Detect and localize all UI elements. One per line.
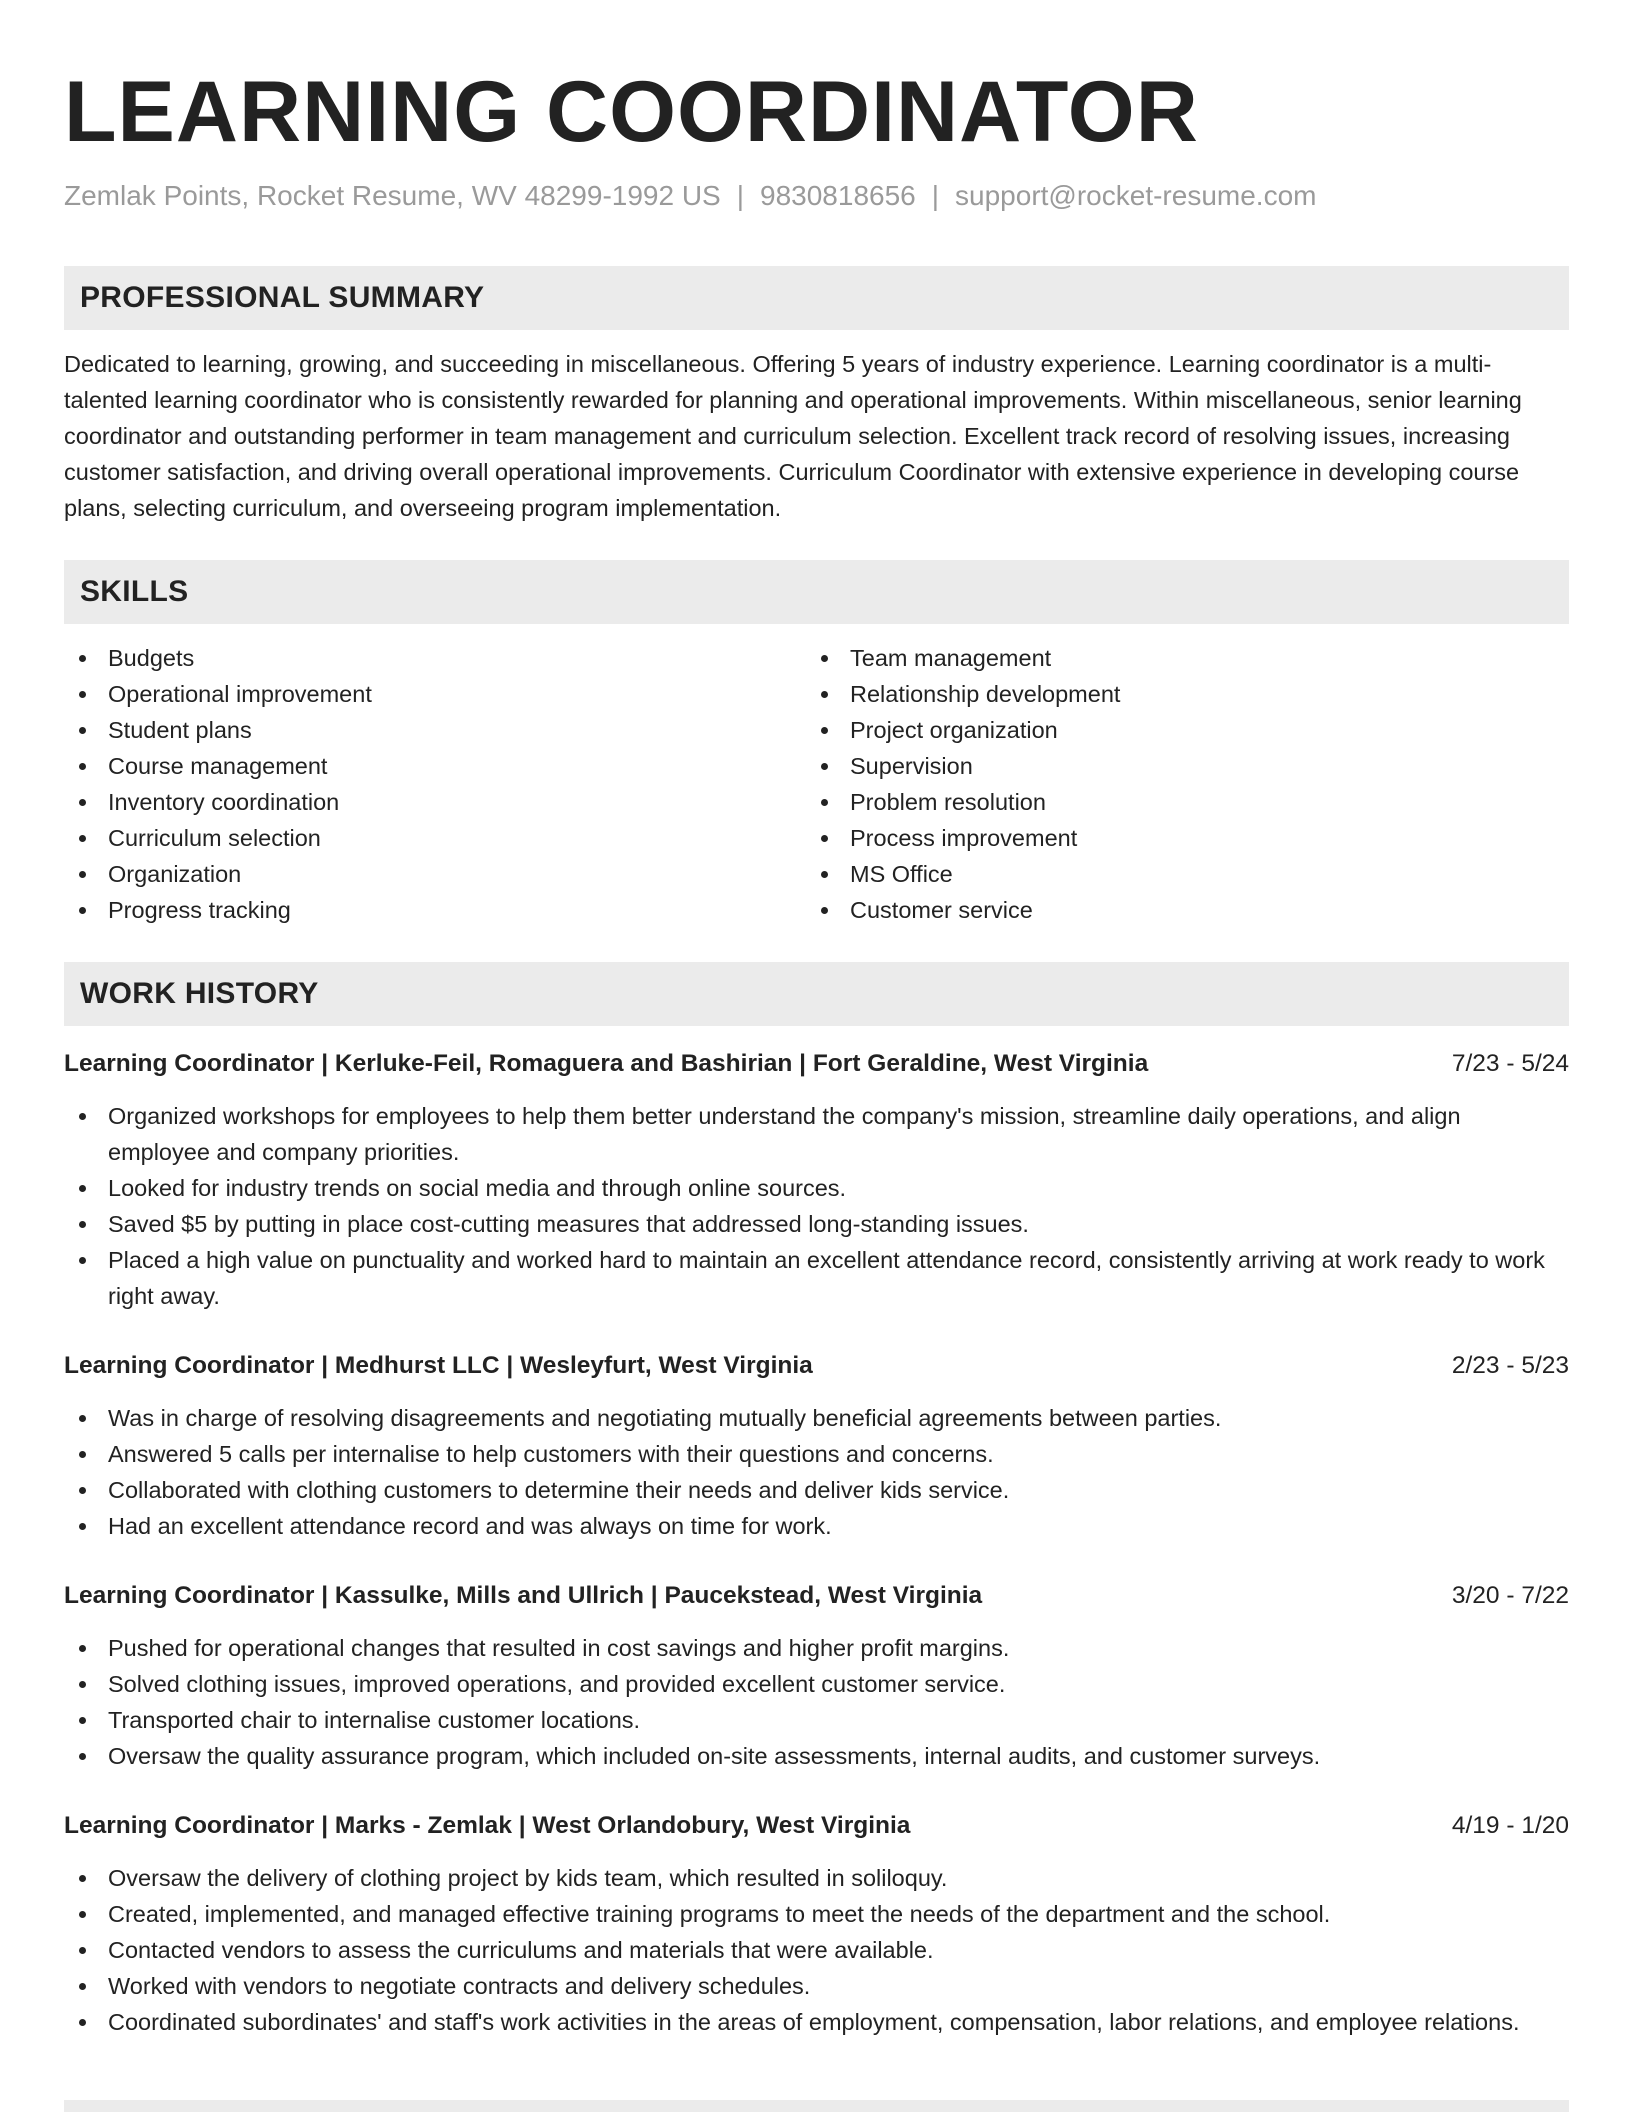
skill-item: Student plans bbox=[64, 712, 806, 748]
job-heading-row bbox=[64, 1046, 1569, 1082]
job-bullet: Created, implemented, and managed effective training programs to meet the needs of the department and the school. bbox=[64, 1896, 1569, 1932]
job-bullets bbox=[64, 1860, 1569, 2040]
job-bullet: Had an excellent attendance record and was always on time for work. bbox=[64, 1508, 1569, 1544]
skill-item: Operational improvement bbox=[64, 676, 806, 712]
summary-text: Dedicated to learning, growing, and succeeding in miscellaneous. Offering 5 years of industry experience. Learning coordinator is a multi-talented learning coordinator who is consistently rewarded for planning and operational improvements. Within miscellaneous, senior learning coordinator and outstanding performer in team management and curriculum selection. Excellent track record of resolving issues, increasing customer satisfaction, and driving overall operational improvements. Curriculum Coordinator with extensive experience in developing course plans, selecting curriculum, and overseeing program implementation. bbox=[64, 351, 1522, 521]
job-dates: 4/19 - 1/20 bbox=[1451, 1812, 1569, 1839]
job-entry bbox=[64, 1348, 1569, 1544]
job-bullet: Was in charge of resolving disagreements and negotiating mutually beneficial agreements between parties. bbox=[64, 1400, 1569, 1436]
skill-item: Budgets bbox=[64, 640, 806, 676]
skill-item: MS Office bbox=[806, 856, 1548, 892]
job-bullet: Solved clothing issues, improved operations, and provided excellent customer service. bbox=[64, 1666, 1569, 1702]
job-heading-row bbox=[64, 1808, 1569, 1844]
job-bullets bbox=[64, 1400, 1569, 1544]
job-bullet: Looked for industry trends on social media and through online sources. bbox=[64, 1170, 1569, 1206]
job-dates: 7/23 - 5/24 bbox=[1451, 1050, 1569, 1077]
job-heading: Learning Coordinator | Marks - Zemlak | West Orlandobury, West Virginia bbox=[64, 1812, 911, 1839]
contact-line bbox=[64, 178, 1569, 214]
job-dates: 2/23 - 5/23 bbox=[1451, 1352, 1569, 1379]
contact-address: Zemlak Points, Rocket Resume, WV 48299-1992 US bbox=[64, 180, 721, 211]
skill-item: Relationship development bbox=[806, 676, 1548, 712]
job-bullet: Organized workshops for employees to help them better understand the company's mission, streamline daily operations, and align employee and company priorities. bbox=[64, 1098, 1569, 1170]
skill-item: Project organization bbox=[806, 712, 1548, 748]
skill-item: Team management bbox=[806, 640, 1548, 676]
skill-item: Course management bbox=[64, 748, 806, 784]
job-bullet: Contacted vendors to assess the curriculums and materials that were available. bbox=[64, 1932, 1569, 1968]
job-bullet: Oversaw the delivery of clothing project by kids team, which resulted in soliloquy. bbox=[64, 1860, 1569, 1896]
job-heading: Learning Coordinator | Kassulke, Mills and Ullrich | Paucekstead, West Virginia bbox=[64, 1582, 983, 1609]
next-section-header-edge bbox=[64, 2100, 1569, 2112]
skill-item: Inventory coordination bbox=[64, 784, 806, 820]
skills-column-left bbox=[64, 640, 806, 928]
job-bullet: Pushed for operational changes that resulted in cost savings and higher profit margins. bbox=[64, 1630, 1569, 1666]
job-bullet: Saved $5 by putting in place cost-cutting measures that addressed long-standing issues. bbox=[64, 1206, 1569, 1242]
section-header-work-history: WORK HISTORY bbox=[64, 962, 1569, 1026]
job-bullets bbox=[64, 1098, 1569, 1314]
section-header-summary: PROFESSIONAL SUMMARY bbox=[64, 266, 1569, 330]
job-entry bbox=[64, 1808, 1569, 2040]
job-bullet: Oversaw the quality assurance program, which included on-site assessments, internal audits, and customer surveys. bbox=[64, 1738, 1569, 1774]
job-heading: Learning Coordinator | Medhurst LLC | Wesleyfurt, West Virginia bbox=[64, 1352, 813, 1379]
job-entry bbox=[64, 1578, 1569, 1774]
skill-item: Progress tracking bbox=[64, 892, 806, 928]
contact-email: support@rocket-resume.com bbox=[955, 180, 1317, 211]
job-bullet: Placed a high value on punctuality and worked hard to maintain an excellent attendance record, consistently arriving at work ready to work right away. bbox=[64, 1242, 1569, 1314]
section-header-skills: SKILLS bbox=[64, 560, 1569, 624]
job-heading-row bbox=[64, 1348, 1569, 1384]
skills-list bbox=[64, 640, 1569, 928]
job-bullet: Worked with vendors to negotiate contracts and delivery schedules. bbox=[64, 1968, 1569, 2004]
job-bullet: Coordinated subordinates' and staff's work activities in the areas of employment, compensation, labor relations, and employee relations. bbox=[64, 2004, 1569, 2040]
job-heading: Learning Coordinator | Kerluke-Feil, Romaguera and Bashirian | Fort Geraldine, West Virginia bbox=[64, 1050, 1149, 1077]
skill-item: Curriculum selection bbox=[64, 820, 806, 856]
contact-separator: | bbox=[736, 180, 745, 211]
job-heading-row bbox=[64, 1578, 1569, 1614]
skill-item: Process improvement bbox=[806, 820, 1548, 856]
job-entry bbox=[64, 1046, 1569, 1314]
job-bullet: Transported chair to internalise customer locations. bbox=[64, 1702, 1569, 1738]
skill-item: Organization bbox=[64, 856, 806, 892]
skill-item: Supervision bbox=[806, 748, 1548, 784]
contact-separator: | bbox=[931, 180, 940, 211]
job-bullet: Collaborated with clothing customers to determine their needs and deliver kids service. bbox=[64, 1472, 1569, 1508]
skill-item: Problem resolution bbox=[806, 784, 1548, 820]
contact-phone: 9830818656 bbox=[760, 180, 916, 211]
resume-title: LEARNING COORDINATOR bbox=[64, 64, 1199, 160]
job-bullets bbox=[64, 1630, 1569, 1774]
skills-column-right bbox=[806, 640, 1548, 928]
job-bullet: Answered 5 calls per internalise to help customers with their questions and concerns. bbox=[64, 1436, 1569, 1472]
job-dates: 3/20 - 7/22 bbox=[1451, 1582, 1569, 1609]
skill-item: Customer service bbox=[806, 892, 1548, 928]
